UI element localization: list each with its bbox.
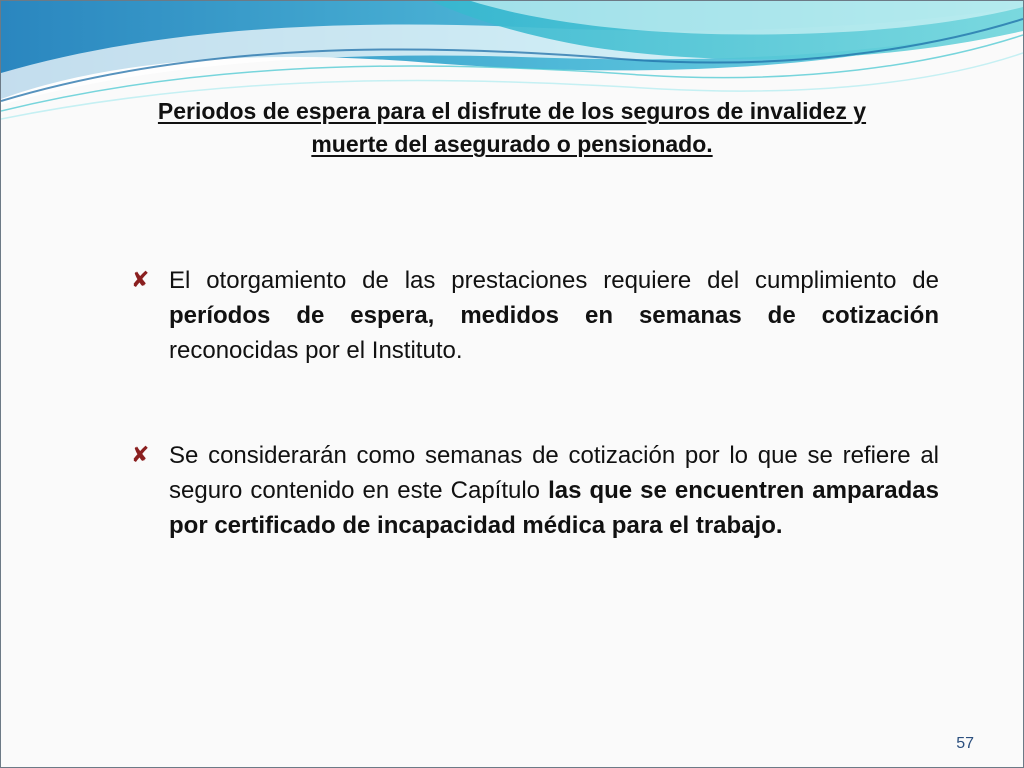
- bullet-2-text-bold: las que se encuentren amparadas por certificado de incapacidad médica para el trabajo.: [169, 477, 939, 539]
- x-mark-icon: ✘: [131, 443, 150, 468]
- bullet-item-contribution-weeks: [131, 438, 939, 543]
- bullet-1-text-bold: períodos de espera, medidos en semanas de cotización: [169, 302, 939, 329]
- bullet-list: [131, 263, 939, 543]
- page-number: 57: [956, 735, 974, 752]
- x-mark-icon: ✘: [131, 268, 150, 293]
- bullet-item-waiting-periods: [131, 263, 939, 368]
- slide-title: Periodos de espera para el disfrute de los seguros de invalidez y muerte del asegurado o pensionado.: [157, 98, 867, 157]
- bullet-1-text-start: El otorgamiento de las prestaciones requiere del cumplimiento de: [169, 267, 939, 294]
- bullet-2-text-start: Se considerarán como semanas de cotización por lo que se refiere al seguro contenido en este Capítulo: [169, 442, 939, 504]
- bullet-1-text-end: reconocidas por el Instituto.: [169, 337, 463, 364]
